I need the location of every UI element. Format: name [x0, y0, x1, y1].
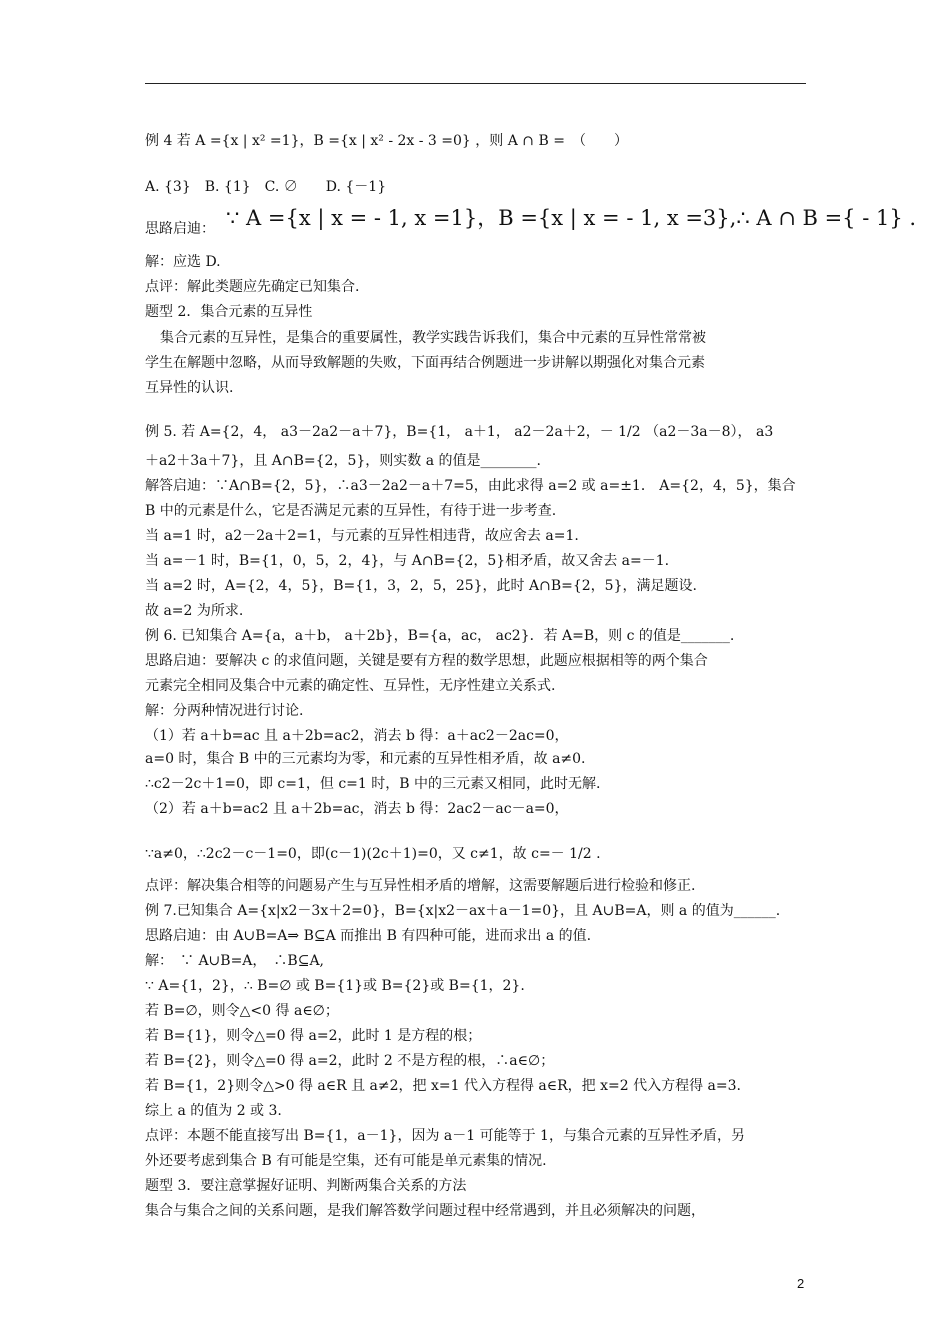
page-number: 2 — [797, 1276, 805, 1291]
text-line: 集合元素的互异性，是集合的重要属性，教学实践告诉我们，集合中元素的互异性常常被 — [160, 330, 706, 346]
text-line: 思路启迪：要解决 c 的求值问题，关键是要有方程的数学思想，此题应根据相等的两个集合 — [145, 653, 708, 669]
text-line: 综上 a 的值为 2 或 3. — [145, 1103, 282, 1119]
text-line: 例 4 若 A ={x | x² =1}，B ={x | x² - 2x - 3 =0} ，则 A ∩ B = （ ） — [145, 133, 628, 149]
text-line: （2）若 a＋b=ac2 且 a＋2b=ac，消去 b 得：2ac2－ac－a=0， — [145, 801, 569, 817]
text-line: 解答启迪：∵A∩B={2，5}，∴a3－2a2－a＋7=5，由此求得 a=2 或 a=±1． A={2，4，5}，集合 — [145, 478, 796, 494]
text-line: 解：应选 D. — [145, 254, 221, 270]
text-line: 外还要考虑到集合 B 有可能是空集，还有可能是单元素集的情况. — [145, 1153, 547, 1169]
text-line: （1）若 a＋b=ac 且 a＋2b=ac2，消去 b 得：a＋ac2－2ac=0， — [145, 728, 569, 744]
text-line: 解：分两种情况进行讨论. — [145, 703, 304, 719]
text-line: 互异性的认识. — [145, 380, 234, 396]
text-line: 点评：本题不能直接写出 B={1，a－1}，因为 a－1 可能等于 1，与集合元素的互异性矛盾，另 — [145, 1128, 745, 1144]
formula-intersection: ∵ A ={x | x = - 1, x =1}，B ={x | x = - 1, x =3},∴ A ∩ B ={ - 1} . — [226, 206, 917, 230]
text-line: 若 B=∅，则令△<0 得 a∈∅； — [145, 1003, 339, 1019]
text-line: 若 B={1，2}则令△>0 得 a∈R 且 a≠2，把 x=1 代入方程得 a∈R，把 x=2 代入方程得 a=3. — [145, 1078, 741, 1094]
text-line: 若 B={2}，则令△=0 得 a=2，此时 2 不是方程的根，∴a∈∅； — [145, 1053, 555, 1069]
text-line: ∵a≠0，∴2c2－c－1=0，即(c－1)(2c＋1)=0，又 c≠1，故 c=－ 1/2 . — [145, 846, 601, 862]
text-line: 点评：解决集合相等的问题易产生与互异性相矛盾的增解，这需要解题后进行检验和修正. — [145, 878, 696, 894]
text-line: ＋a2＋3a＋7}，且 A∩B={2，5}，则实数 a 的值是________. — [145, 453, 541, 469]
text-line: 故 a=2 为所求. — [145, 603, 244, 619]
text-line: 题型 2．集合元素的互异性 — [145, 304, 313, 320]
text-line: 学生在解题中忽略，从而导致解题的失败，下面再结合例题进一步讲解以期强化对集合元素 — [145, 355, 705, 371]
text-line: a=0 时，集合 B 中的三元素均为零，和元素的互异性相矛盾，故 a≠0. — [145, 751, 586, 767]
text-line: 解： ∵ A∪B=A， ∴B⊆A, — [145, 953, 324, 969]
text-line: 集合与集合之间的关系问题，是我们解答数学问题过程中经常遇到，并且必须解决的问题， — [145, 1203, 705, 1219]
text-line: 例 7.已知集合 A={x|x2－3x＋2=0}，B={x|x2－ax＋a－1=0}，且 A∪B=A，则 a 的值为______. — [145, 903, 781, 919]
text-line: 元素完全相同及集合中元素的确定性、互异性，无序性建立关系式. — [145, 678, 556, 694]
text-line: 思路启迪：由 A∪B=A⇒ B⊆A 而推出 B 有四种可能，进而求出 a 的值. — [145, 928, 592, 944]
text-line: 当 a=2 时，A={2，4，5}，B={1，3，2，5，25}，此时 A∩B={2，5}，满足题设. — [145, 578, 697, 594]
text-line: 点评：解此类题应先确定已知集合. — [145, 279, 360, 295]
text-line: ∴c2－2c＋1=0，即 c=1，但 c=1 时，B 中的三元素又相同，此时无解. — [145, 776, 601, 792]
text-line: 思路启迪： — [145, 221, 215, 237]
header-rule — [145, 83, 806, 84]
text-line: 题型 3．要注意掌握好证明、判断两集合关系的方法 — [145, 1178, 467, 1194]
text-line: 当 a=－1 时，B={1，0，5，2，4}，与 A∩B={2，5}相矛盾，故又舍去 a=－1. — [145, 553, 670, 569]
text-line: 例 6. 已知集合 A={a，a＋b， a＋2b}，B={a，ac， ac2}．若 A=B，则 c 的值是_______. — [145, 628, 735, 644]
text-line: ∵ A={1，2}，∴ B=∅ 或 B={1}或 B={2}或 B={1，2}. — [145, 978, 525, 994]
text-line: 若 B={1}，则令△=0 得 a=2，此时 1 是方程的根； — [145, 1028, 482, 1044]
text-line: 例 5. 若 A={2，4， a3－2a2－a＋7}，B={1， a＋1， a2－2a＋2，－ 1/2 （a2－3a－8）， a3 — [145, 424, 774, 440]
text-line: B 中的元素是什么，它是否满足元素的互异性，有待于进一步考查. — [145, 503, 557, 519]
text-line: A. {3} B. {1} C. ∅ D. {－1} — [145, 179, 387, 195]
text-line: 当 a=1 时，a2－2a＋2=1，与元素的互异性相违背，故应舍去 a=1. — [145, 528, 579, 544]
